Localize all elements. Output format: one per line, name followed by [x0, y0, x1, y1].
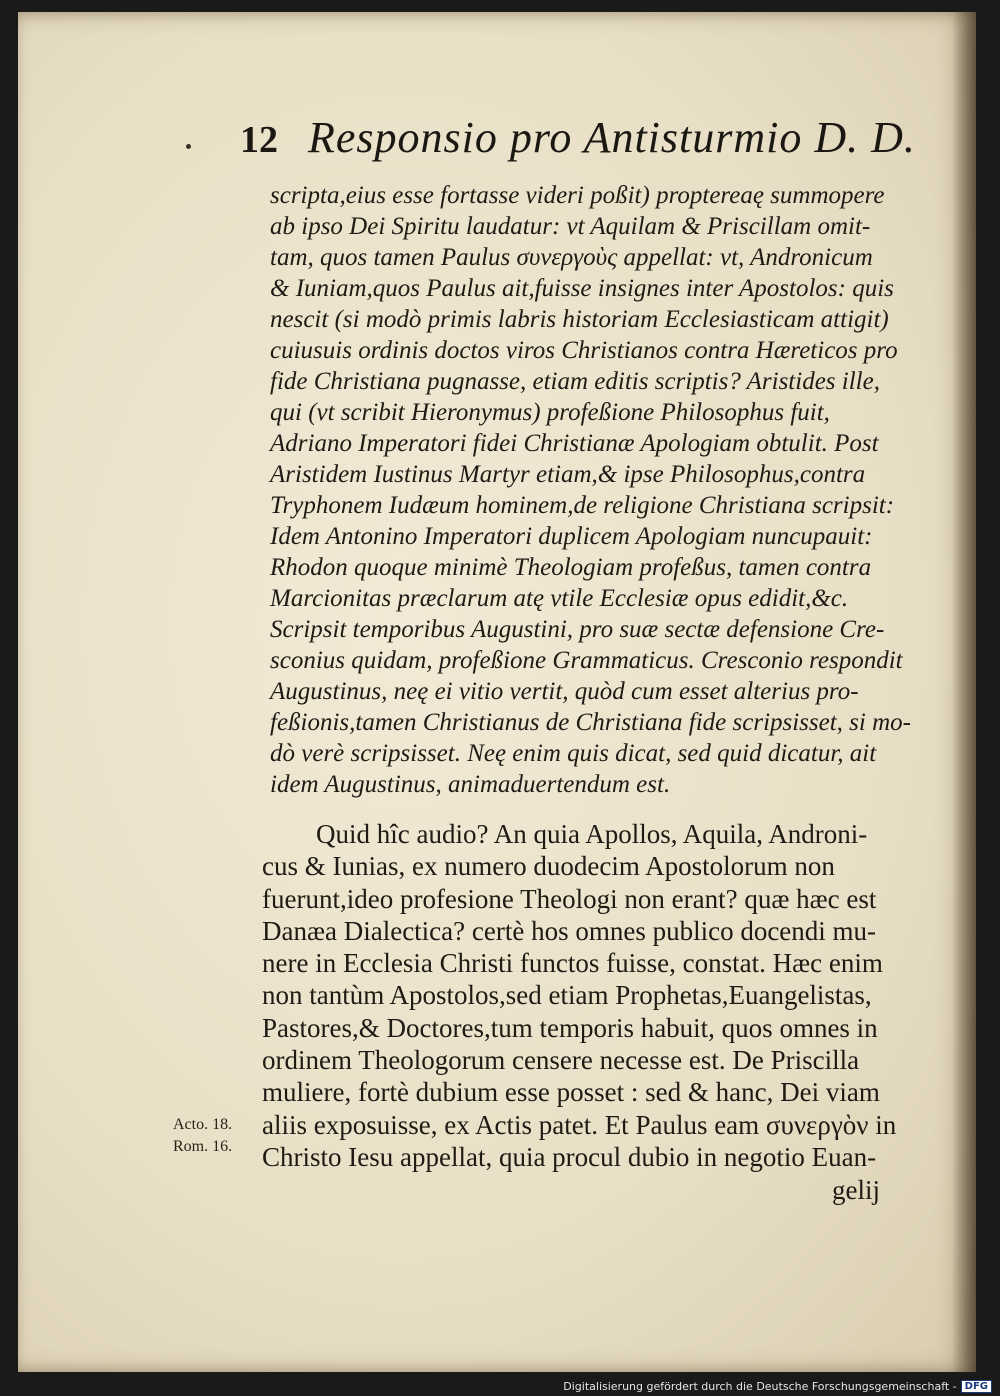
ink-dot	[186, 144, 191, 149]
margin-note: Acto. 18.	[173, 1116, 233, 1133]
digitization-footer	[563, 1380, 992, 1393]
italic-line: idem Augustinus, animaduertendum est.	[270, 771, 671, 798]
body-line: non tantùm Apostolos,sed etiam Prophetas,Euangelistas,	[262, 980, 872, 1011]
italic-line: ab ipso Dei Spiritu laudatur: vt Aquilam & Priscillam omit-	[270, 213, 871, 240]
body-line: Christo Iesu appellat, quia procul dubio in negotio Euan-	[262, 1141, 877, 1172]
italic-line: tam, quos tamen Paulus συνεργοὺς appellat: vt, Andronicum	[270, 244, 873, 271]
italic-line: Tryphonem Iudæum hominem,de religione Christiana scripsit:	[270, 492, 895, 519]
italic-line: scripta,eius esse fortasse videri poßit) proptereaę summopere	[270, 182, 885, 209]
italic-line: fide Christiana pugnasse, etiam editis scriptis? Aristides ille,	[270, 368, 880, 395]
page-spine-shadow	[952, 12, 976, 1372]
book-page	[18, 12, 976, 1372]
running-head	[240, 112, 916, 172]
italic-line: Marcionitas præclarum atę vtile Ecclesiæ opus edidit,&c.	[270, 585, 849, 612]
italic-line: Aristidem Iustinus Martyr etiam,& ipse Philosophus,contra	[270, 461, 866, 488]
italic-line: Rhodon quoque minimè Theologiam profeßus, tamen contra	[270, 554, 872, 581]
body-line: Danæa Dialectica? certè hos omnes publico docendi mu-	[262, 915, 877, 946]
italic-line: Adriano Imperatori fidei Christianæ Apologiam obtulit. Post	[270, 430, 879, 457]
italic-line: sconius quidam, profeßione Grammaticus. Cresconio respondit	[270, 647, 903, 674]
italic-line: qui (vt scribit Hieronymus) profeßione Philosophus fuit,	[270, 399, 830, 426]
dfg-logo-icon: DFG	[961, 1380, 992, 1393]
margin-notes	[173, 1114, 232, 1158]
italic-line: Scripsit temporibus Augustini, pro suæ sectæ defensione Cre-	[270, 616, 885, 643]
italic-quotation-block	[270, 180, 930, 800]
body-line: Pastores,& Doctores,tum temporis habuit, quos omnes in	[262, 1012, 878, 1043]
roman-body-text	[262, 818, 932, 1173]
margin-note: Rom. 16.	[173, 1138, 233, 1155]
italic-line: cuiusuis ordinis doctos viros Christianos contra Hæreticos pro	[270, 337, 898, 364]
italic-line: nescit (si modò primis labris historiam Ecclesiasticam attigit)	[270, 306, 889, 333]
body-line: Quid hîc audio? An quia Apollos, Aquila, Androni-	[316, 819, 868, 849]
body-line: aliis exposuisse, ex Actis patet. Et Paulus eam συνεργὸν in	[262, 1109, 897, 1140]
footer-credit: Digitalisierung gefördert durch die Deutsche Forschungsgemeinschaft -	[563, 1380, 957, 1393]
italic-line: dò verè scripsisset. Neę enim quis dicat, sed quid dicatur, ait	[270, 740, 877, 767]
body-line: cus & Iunias, ex numero duodecim Apostolorum non	[262, 851, 835, 882]
italic-line: Augustinus, neę ei vitio vertit, quòd cum esset alterius pro-	[270, 678, 859, 705]
body-line: ordinem Theologorum censere necesse est. De Priscilla	[262, 1045, 860, 1076]
italic-line: & Iuniam,quos Paulus ait,fuisse insignes inter Apostolos: quis	[270, 275, 894, 302]
body-line: fuerunt,ideo profesione Theologi non erant? quæ hæc est	[262, 883, 877, 914]
running-title: Responsio pro Antisturmio D. D.	[308, 113, 916, 162]
italic-line: feßionis,tamen Christianus de Christiana fide scripsisset, si mo-	[270, 709, 911, 736]
body-line: muliere, fortè dubium esse posset : sed & hanc, Dei viam	[262, 1077, 880, 1108]
catchword: gelij	[832, 1175, 880, 1205]
page-number: 12	[240, 119, 278, 161]
body-line: nere in Ecclesia Christi functos fuisse, constat. Hæc enim	[262, 948, 883, 979]
italic-line: Idem Antonino Imperatori duplicem Apologiam nuncupauit:	[270, 523, 873, 550]
